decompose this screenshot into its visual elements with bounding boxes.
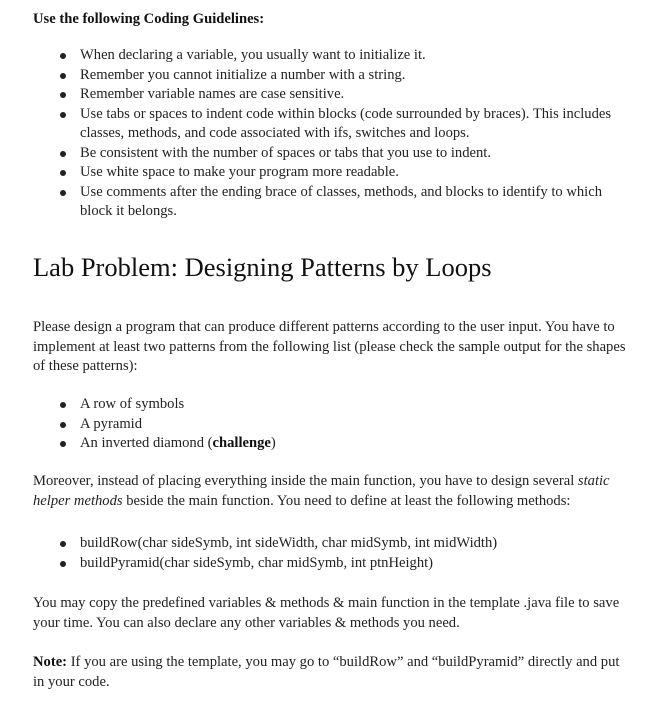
note-label: Note: — [33, 654, 68, 670]
method-list — [58, 534, 628, 573]
static-helper-methods: static helper methods — [33, 473, 610, 509]
guidelines-title: Use the following Coding Guidelines: — [33, 11, 265, 27]
moreover-text: Moreover, instead of placing everything inside the main function, you have to design several — [33, 473, 578, 489]
guidelines-list — [58, 46, 628, 222]
list-item: Use tabs or spaces to indent code within blocks (code surrounded by braces). This includes classes, methods, and code associated with ifs, switches and loops. — [58, 105, 628, 144]
intro-paragraph: Please design a program that can produce different patterns according to the user input. You have to implement at least two patterns from the following list (please check the sample output for the shapes of these patterns): — [33, 319, 626, 374]
moreover-paragraph — [33, 472, 633, 511]
list-item: Use white space to make your program more readable. — [58, 163, 628, 183]
list-item: Be consistent with the number of spaces or tabs that you use to indent. — [58, 144, 628, 164]
note-paragraph — [33, 653, 633, 692]
list-item: Remember variable names are case sensitive. — [58, 85, 628, 105]
diamond-suffix: ) — [270, 435, 276, 451]
list-item: Remember you cannot initialize a number with a string. — [58, 66, 628, 86]
note-text: If you are using the template, you may go to “buildRow” and “buildPyramid” directly and put in your code. — [33, 654, 620, 690]
pattern-list — [58, 395, 628, 454]
challenge-label: challenge — [212, 435, 271, 451]
diamond-text: An inverted diamond ( — [80, 435, 213, 451]
template-paragraph: You may copy the predefined variables & methods & main function in the template .java file to save your time. You can also declare any other variables & methods you need. — [33, 595, 620, 631]
moreover-suffix: beside the main function. You need to define at least the following methods: — [122, 492, 571, 509]
list-item: buildRow(char sideSymb, int sideWidth, char midSymb, int midWidth) — [58, 534, 628, 554]
list-item: A row of symbols — [58, 395, 628, 415]
list-item: Use comments after the ending brace of classes, methods, and blocks to identify to which block it belongs. — [58, 183, 628, 222]
list-item — [58, 434, 628, 454]
list-item: When declaring a variable, you usually want to initialize it. — [58, 46, 628, 66]
list-item: A pyramid — [58, 415, 628, 435]
lab-heading: Lab Problem: Designing Patterns by Loops — [33, 252, 492, 282]
list-item: buildPyramid(char sideSymb, char midSymb, int ptnHeight) — [58, 554, 628, 574]
